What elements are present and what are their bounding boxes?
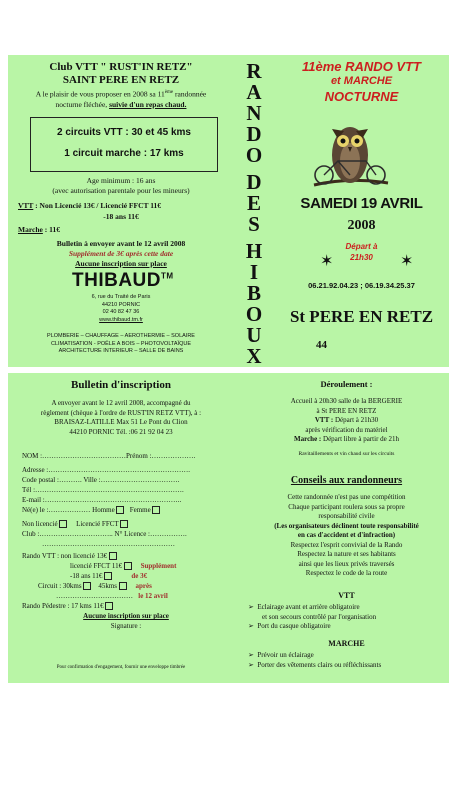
conseil-4: (Les organisateurs déclinent toute responsabilité [274,521,419,530]
pedestre-checkbox[interactable] [105,602,113,610]
email-field[interactable]: E-mail :………………………………………………….. [22,496,182,504]
bulletin-deadline: Bulletin à envoyer avant le 12 avril 2008 [56,239,186,248]
arrow-bullet-icon: ➢ [248,660,254,669]
arrow-bullet-icon: ➢ [248,603,254,611]
depart-time: 21h30 [350,253,373,262]
vertical-title-letter: U [246,323,262,347]
send-line-2: règlement (chèque à l'ordre de RUST'IN RETZ VTT), à : [40,408,202,417]
non-licencie-checkbox[interactable] [59,520,67,528]
arrow-bullet-icon: ➢ [248,622,254,630]
rando-pedestre-row: Rando Pédestre : 17 kms 11€ [22,601,230,611]
send-line-3: BRAISAZ-LATILLE Max 51 Le Pont du Clion [54,418,188,426]
circuits-box [30,117,218,172]
conseil-2: Chaque participant roulera sous sa propre [288,502,405,511]
vtt-rule-1: ➢ Eclairage avant et arrière obligatoire [248,603,360,611]
vertical-title-letter: E [246,191,261,215]
club-city: SAINT PERE EN RETZ [62,74,180,86]
birthdate-gender-row: Né(e) le :……………… Homme Femme [22,505,230,515]
vertical-title [234,55,274,367]
circuit-45-checkbox[interactable] [119,582,127,590]
footnote: Pour confirmation d'engagement, fournir une enveloppe timbrée [56,665,186,670]
front-right-panel [274,55,449,367]
sponsor-address-1: 6, rue du Traité de Paris [91,294,151,300]
send-line-4: 44210 PORNIC Tél. :06 21 92 04 23 [69,427,173,436]
form-title: Bulletin d'inscription [71,379,171,391]
separator: ………………………………………………… [42,540,175,548]
vertical-title-letter: D [246,122,262,146]
rando-vtt-licencie: licencié FFCT 11€ Supplément [70,562,177,570]
age-minimum: Age minimum : 16 ans [86,176,156,185]
signature-field[interactable]: Signature : [110,622,142,630]
flyer-front [8,55,449,367]
conseil-8: ainsi que les lieux privés traversés [298,559,395,568]
accueil-line-2: à St PERE EN RETZ [316,406,377,415]
depart-label: Départ à [345,242,378,251]
conseils-heading: Conseils aux randonneurs [290,475,403,486]
marche-rule-1: ➢ Prévoir un éclairage [248,651,314,659]
vtt-under18-checkbox[interactable] [104,572,112,580]
marche-price: Marche : 11€ [18,225,60,234]
vertical-title-letter: S [248,212,260,236]
event-town: St PERE EN RETZ [289,307,434,326]
club-title: Club VTT " RUST'IN RETZ" [49,61,193,73]
vertical-title-letter: R [246,59,262,83]
circuit-choice-row: Circuit : 30kms 45kms après [38,582,152,590]
conseil-7: Respectez la nature et ses habitants [297,550,396,558]
vtt-rule-1b: et son secours contrôlé par l'organisation [262,612,377,621]
deroulement-heading: Déroulement : [320,379,373,389]
vertical-title-letter: O [245,302,263,326]
nocturne-title: NOCTURNE [324,89,399,104]
femme-checkbox[interactable] [152,506,160,514]
vtt-depart: VTT : Départ à 21h30 [314,416,379,424]
front-left-panel [8,55,234,367]
ravitaillements-note: Ravitaillements et vin chaud sur les circuits [298,450,395,457]
vertical-title-letter: X [246,344,262,367]
marche-rule-2: ➢ Porter des vêtements clairs ou réfléchissants [248,660,382,669]
registration-form [8,373,234,683]
adresse-field[interactable]: Adresse :……………………………………………………. [22,466,190,474]
code-postal-field[interactable]: Code postal :………. Ville :……………………………. [22,476,180,484]
sponsor-trades-2: CLIMATISATION - POÊLE A BOIS – PHOTOVOLTAÏQUE [50,340,192,347]
vertical-title-letter: A [246,80,262,104]
accueil-line-1: Accueil à 20h30 salle de la BERGERIE [290,397,403,405]
supplement-note: Supplément de 3€ après cette date [68,249,174,258]
event-year: 2008 [347,218,376,233]
star-icon: ✶ [400,253,414,270]
circuit-marche: 1 circuit marche : 17 kms [64,148,184,159]
marche-depart: Marche : Départ libre à partir de 21h [293,435,400,443]
conseil-9: Respectez le code de la route [305,569,388,577]
intro-line-2: nocturne fléchée, suivie d'un repas chaud. [55,99,187,109]
rando-vtt-non-licencie: Rando VTT : non licencié 13€ [22,551,230,561]
materiel-check: après vérification du matériel [305,425,388,434]
age-note: (avec autorisation parentale pour les mineurs) [52,186,190,195]
contact-phones: 06.21.92.04.23 ; 06.19.34.25.37 [308,281,415,290]
owl-illustration [310,105,390,191]
homme-checkbox[interactable] [116,506,124,514]
nom-field[interactable]: NOM :………………………………Prénom :………………. [22,452,196,460]
send-line-1: A envoyer avant le 12 avril 2008, accompagné du [51,399,191,407]
rando-vtt-under18: -18 ans 11€ de 3€ [70,572,148,580]
vtt-licencie-checkbox[interactable] [124,562,132,570]
vertical-title-letter: I [249,260,259,284]
licence-status-row: Non licencié Licencié FFCT [22,519,230,529]
event-info-panel [244,373,449,683]
no-place-note: Aucune inscription sur place [75,259,167,268]
circuit-30-checkbox[interactable] [83,582,91,590]
conseil-3: responsabilité civile [318,512,375,520]
sponsor-phone: 02 40 82 47 36 [102,309,140,315]
vertical-title-letter: N [246,101,262,125]
conseil-1: Cette randonnée n'est pas une compétition [287,493,406,501]
arrow-bullet-icon: ➢ [248,651,254,659]
et-marche: et MARCHE [330,75,393,87]
star-icon: ✶ [320,253,334,270]
vertical-title-letter: H [245,239,263,263]
conseil-5: en cas d'accident et d'infraction) [297,531,396,539]
club-licence-field[interactable]: Club :………………………….. N° Licence :……………. [22,530,187,538]
flyer-back [8,373,449,683]
vertical-title-letter: D [246,170,262,194]
vtt-prices: VTT : Non Licencié 13€ / Licencié FFCT 11€ [18,201,162,210]
vertical-title-letter: O [245,143,263,167]
sponsor-address-2: 44210 PORNIC [101,301,141,308]
vtt-heading: VTT [338,591,355,600]
edition-title: 11ème RANDO VTT [302,59,421,74]
intro-line-1: A le plaisir de vous proposer en 2008 sa 11ème randonnée [35,89,207,99]
vtt-non-licencie-checkbox[interactable] [109,552,117,560]
tel-field[interactable]: Tél :………………………………………………………. [22,486,184,494]
no-place-note: Aucune inscription sur place [83,612,169,620]
sponsor-trades-3: ARCHITECTURE INTERIEUR – SALLE DE BAINS [58,348,184,354]
circuits-vtt: 2 circuits VTT : 30 et 45 kms [57,127,191,138]
event-department: 44 [316,339,327,351]
event-date: SAMEDI 19 AVRIL [300,195,423,212]
conseil-6: Respectez l'esprit convivial de la Rando [290,540,403,549]
sponsor-trades-1: PLOMBERIE – CHAUFFAGE – AEROTHERMIE – SOLAIRE [47,333,195,339]
separator-2: …………………………… le 12 avril [56,592,168,600]
licencie-ffct-checkbox[interactable] [120,520,128,528]
sponsor-logo: THIBAUD™ [72,270,174,291]
marche-heading: MARCHE [328,639,365,648]
vertical-title-letter: B [246,281,261,305]
vtt-under18: -18 ans 11€ [103,212,139,221]
sponsor-website-link[interactable]: www.thibaud.tm.fr [99,316,143,323]
vtt-rule-2: ➢ Port du casque obligatoire [248,622,331,630]
